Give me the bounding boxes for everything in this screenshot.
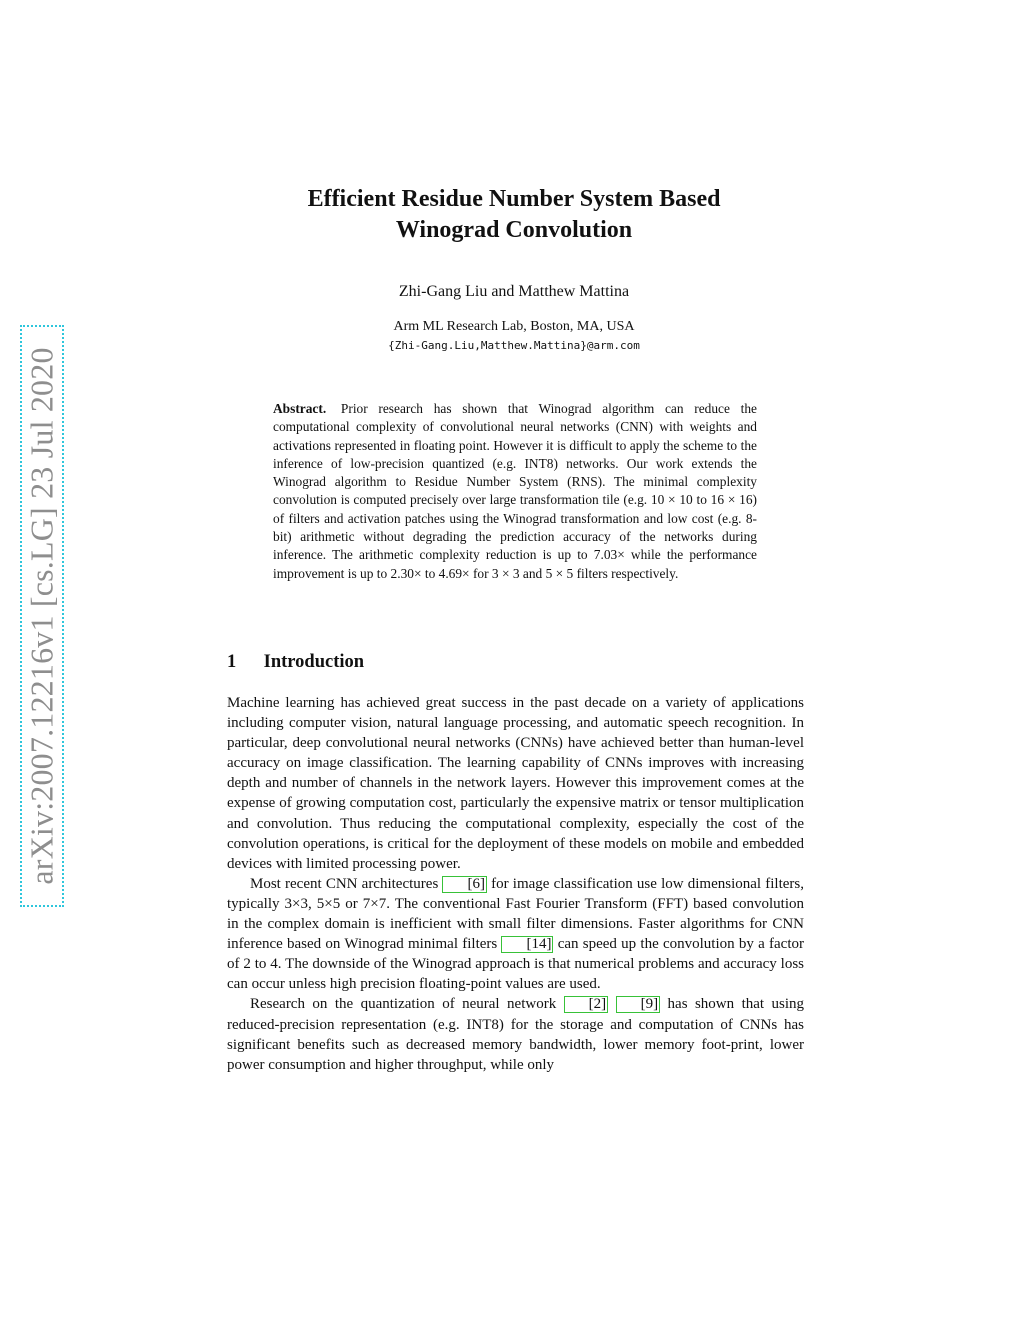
citation-link-6[interactable]: [6]: [442, 876, 487, 893]
paragraph-2-text-a: Most recent CNN architectures: [250, 875, 443, 892]
paragraph-3-text-b: has shown that using reduced-precision representation (e.g. INT8) for the storage and computation of CNNs has significant benefits such as decreased memory bandwidth, lower memory foot-print, lower power consumption and higher throughput, while only: [227, 996, 805, 1073]
abstract-text: Prior research has shown that Winograd algorithm can reduce the computational complexity of convolutional neural networks (CNN) with weights and activations represented in floating point. However it is difficult to apply the scheme to the inference of low-precision quantized (e.g. INT8) networks. Our work extends the Winograd algorithm to Residue Number System (RNS). The minimal complexity convolution is computed precisely over large transformation tile (e.g. 10 × 10 to 16 × 16) of filters and activation patches using the Winograd transformation and low cost (e.g. 8-bit) arithmetic without degrading the prediction accuracy of the networks during inference. The arithmetic complexity reduction is up to 7.03× while the performance improvement is up to 2.30× to 4.69× for 3 × 3 and 5 × 5 filters respectively.: [273, 401, 757, 581]
paragraph-1: Machine learning has achieved great success in the past decade on a variety of applications including computer vision, natural language processing, and automatic speech recognition. In particular, deep convolutional neural networks (CNNs) have achieved better than human-level accuracy on image classification. The learning capability of CNNs improves with increasing depth and number of channels in the network layers. However this improvement comes at the expense of growing computation cost, particularly the expensive matrix or tensor multiplication and convolution. Thus reducing the computational complexity, especially the cost of the convolution operations, is critical for the deployment of these models on mobile and embedded devices with limited processing power.: [227, 695, 804, 872]
paper-title-line-2: Winograd Convolution: [395, 217, 633, 243]
introduction-body: [227, 693, 804, 1075]
paragraph-2: [227, 874, 804, 995]
author-email: {Zhi-Gang.Liu,Matthew.Mattina}@arm.com: [388, 339, 640, 352]
abstract-label: Abstract.: [273, 401, 327, 416]
arxiv-sidebar-stamp: [20, 325, 64, 907]
paper-affiliation: Arm ML Research Lab, Boston, MA, USA: [393, 319, 635, 334]
paper-authors: Zhi-Gang Liu and Matthew Mattina: [398, 283, 630, 300]
citation-link-9[interactable]: [9]: [616, 996, 661, 1013]
paper-title: [214, 184, 814, 246]
citation-link-14[interactable]: [14]: [501, 936, 553, 953]
paragraph-2-text-b: for image classification use low dimensional filters, typically 3×3, 5×5 or 7×7. The conventional Fast Fourier Transform (FFT) based convolution in the complex domain is inefficient with small filter dimensions. Faster algorithms for CNN inference based on Winograd minimal filters: [227, 875, 804, 953]
paper-title-line-1: Efficient Residue Number System Based: [307, 186, 721, 212]
section-title: Introduction: [263, 652, 365, 672]
section-number: 1: [227, 652, 237, 672]
paragraph-3-text-a: Research on the quantization of neural network: [250, 996, 564, 1013]
abstract: [273, 400, 757, 583]
paragraph-2-text-c: can speed up the convolution by a factor of 2 to 4. The downside of the Winograd approach is that numerical problems and accuracy loss can occur unless high precision floating-point values are used.: [227, 936, 804, 993]
citation-link-2[interactable]: [2]: [564, 996, 609, 1013]
paragraph-3: [227, 994, 804, 1074]
section-heading-introduction: [227, 652, 364, 673]
arxiv-identifier: arXiv:2007.12216v1 [cs.LG] 23 Jul 2020: [23, 347, 60, 885]
